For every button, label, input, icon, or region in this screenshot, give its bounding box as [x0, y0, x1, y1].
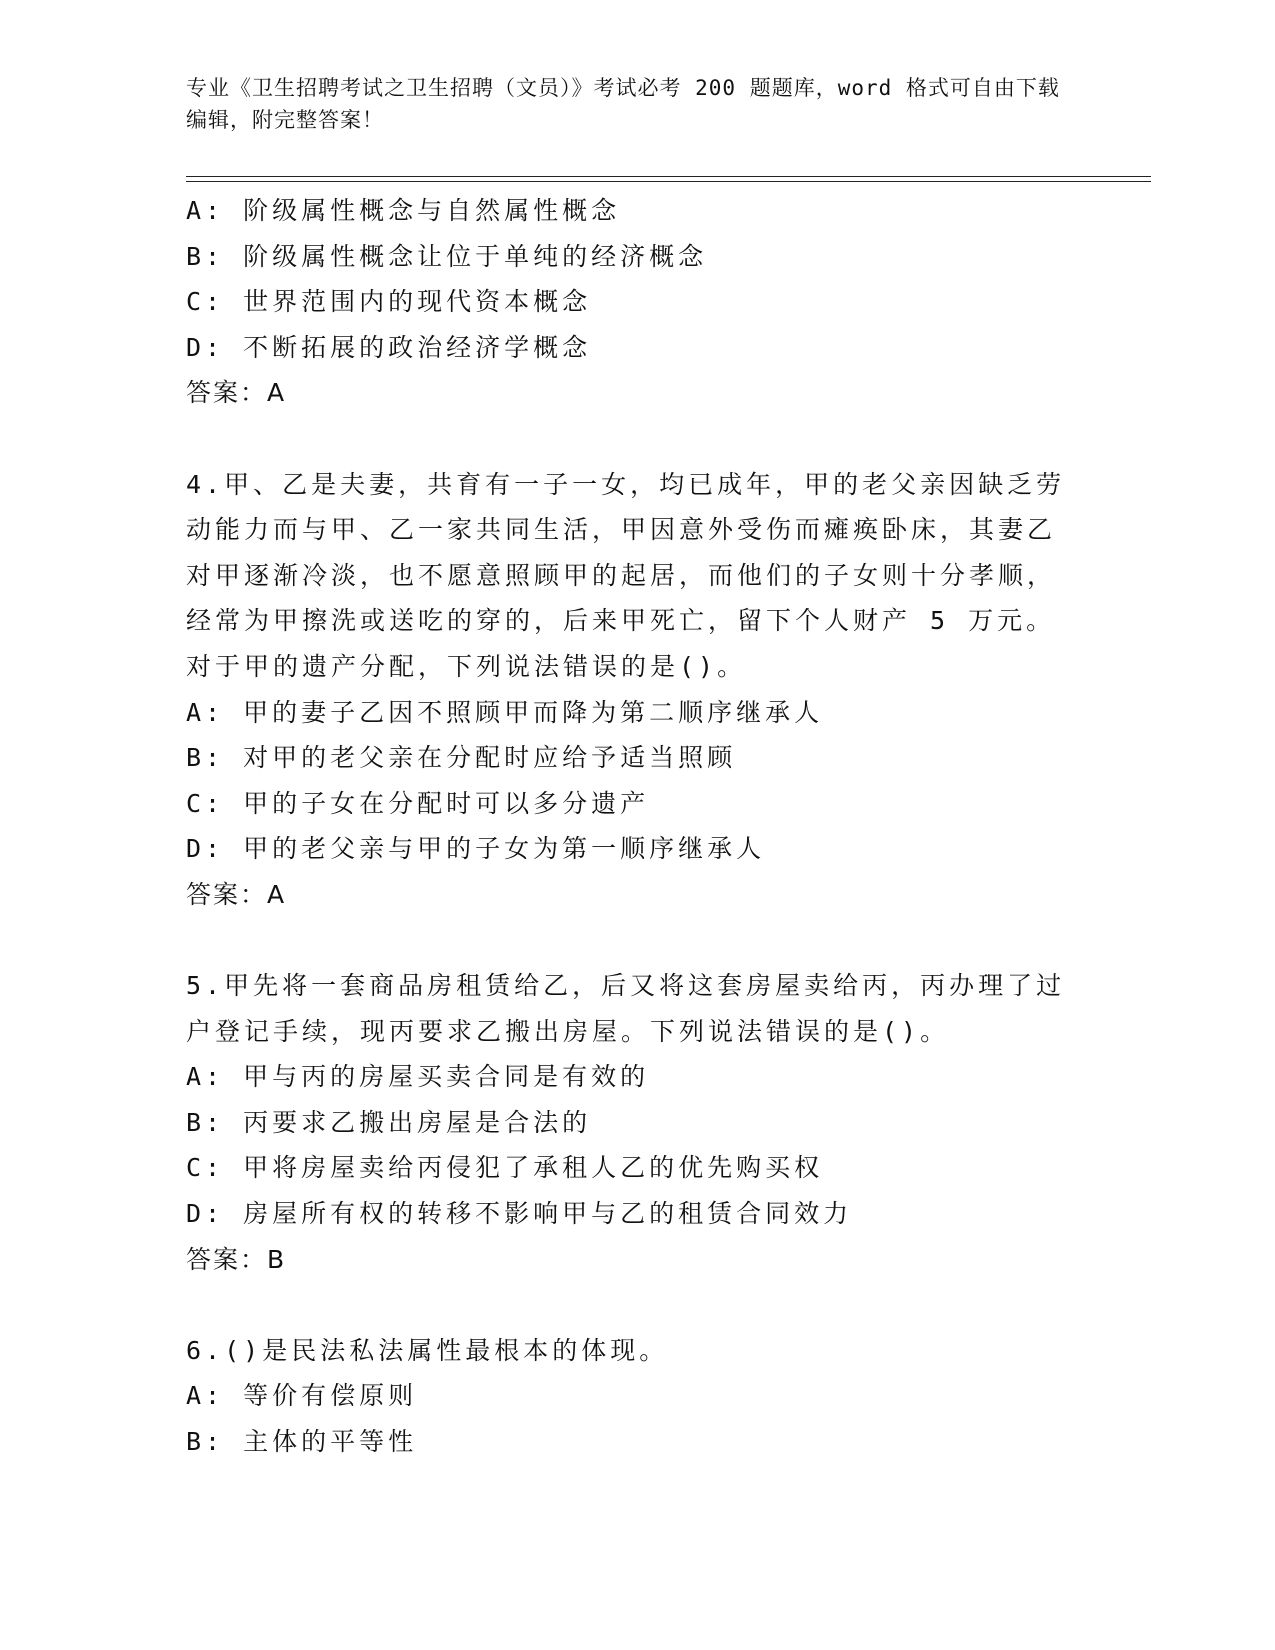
- answer-line: 答案：A: [186, 879, 287, 909]
- question-list: [186, 188, 1066, 1465]
- option-c: C: 世界范围内的现代资本概念: [186, 287, 592, 317]
- option-a: A: 甲的妻子乙因不照顾甲而降为第二顺序继承人: [186, 697, 824, 727]
- question-3-fragment: [186, 188, 1066, 416]
- option-a: A: 等价有偿原则: [186, 1381, 418, 1411]
- option-b: B: 主体的平等性: [186, 1427, 418, 1457]
- option-b: B: 对甲的老父亲在分配时应给予适当照顾: [186, 743, 737, 773]
- question-4: [186, 462, 1066, 918]
- header-divider-top: [186, 176, 1151, 177]
- option-b: B: 阶级属性概念让位于单纯的经济概念: [186, 241, 708, 271]
- answer-line: 答案：A: [186, 378, 287, 408]
- option-c: C: 甲的子女在分配时可以多分遗产: [186, 788, 650, 818]
- option-c: C: 甲将房屋卖给丙侵犯了承租人乙的优先购买权: [186, 1153, 824, 1183]
- question-stem: 4.甲、乙是夫妻，共育有一子一女，均已成年，甲的老父亲因缺乏劳动能力而与甲、乙一家共同生活，甲因意外受伤而瘫痪卧床，其妻乙对甲逐渐冷淡，也不愿意照顾甲的起居，而他们的子女则十分孝顺，经常为甲擦洗或送吃的穿的，后来甲死亡，留下个人财产 5 万元。对于甲的遗产分配，下列说法错误的是()。: [186, 469, 1066, 681]
- option-d: D: 房屋所有权的转移不影响甲与乙的租赁合同效力: [186, 1199, 853, 1229]
- option-d: D: 不断拓展的政治经济学概念: [186, 332, 592, 362]
- question-stem: 6.()是民法私法属性最根本的体现。: [186, 1335, 669, 1365]
- option-a: A: 甲与丙的房屋买卖合同是有效的: [186, 1062, 650, 1092]
- option-b: B: 丙要求乙搬出房屋是合法的: [186, 1107, 592, 1137]
- document-header: 专业《卫生招聘考试之卫生招聘（文员）》考试必考 200 题题库，word 格式可自由下载编辑，附完整答案！: [186, 76, 1060, 132]
- answer-line: 答案：B: [186, 1244, 287, 1274]
- option-d: D: 甲的老父亲与甲的子女为第一顺序继承人: [186, 834, 766, 864]
- question-5: [186, 963, 1066, 1282]
- question-stem: 5.甲先将一套商品房租赁给乙，后又将这套房屋卖给丙，丙办理了过户登记手续，现丙要求乙搬出房屋。下列说法错误的是()。: [186, 971, 1066, 1046]
- option-a: A: 阶级属性概念与自然属性概念: [186, 196, 621, 225]
- header-divider-bottom: [186, 181, 1151, 182]
- question-6: [186, 1328, 1066, 1465]
